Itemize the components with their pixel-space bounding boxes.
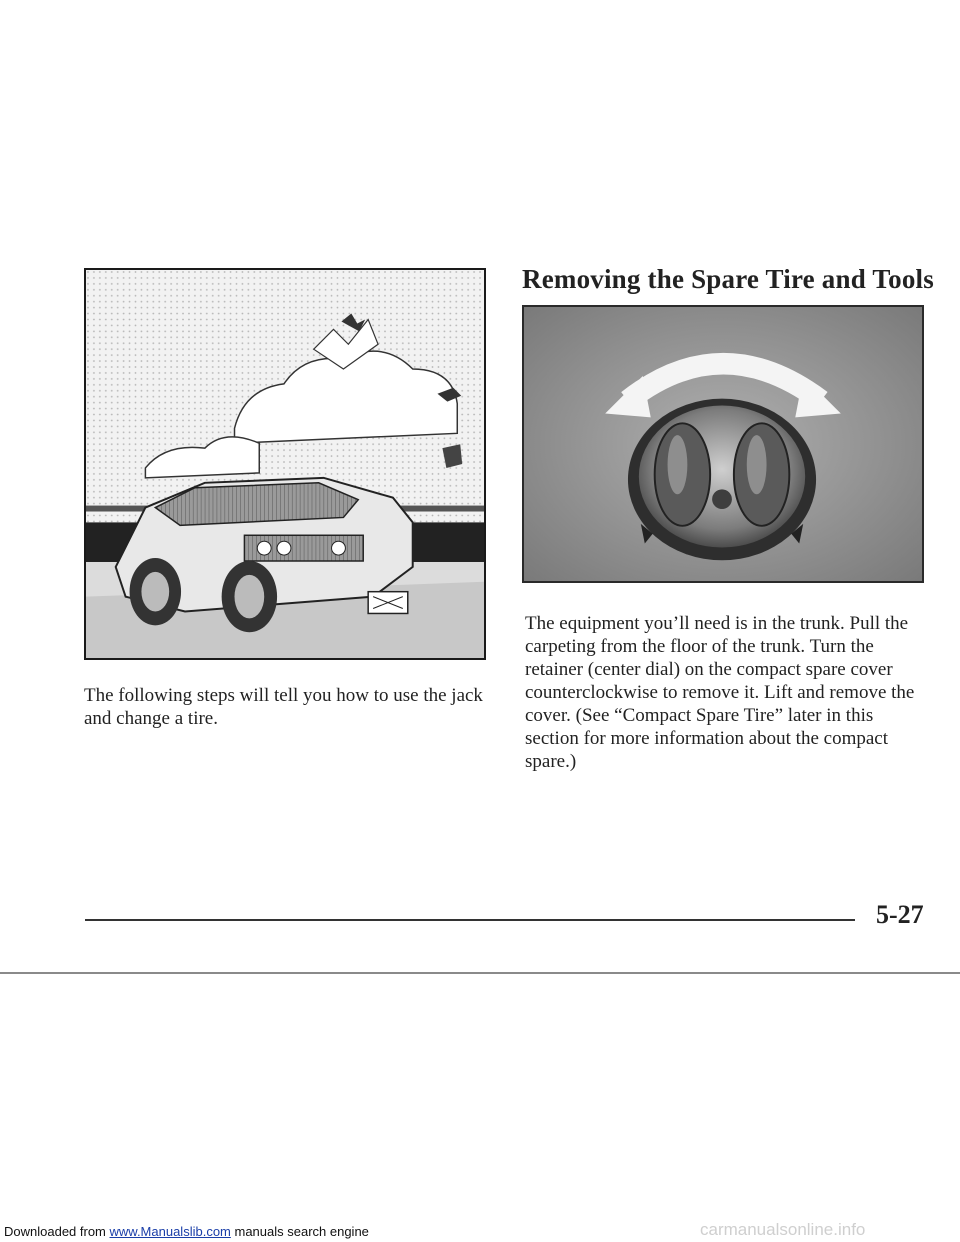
download-footer [4, 1224, 369, 1239]
page-bottom-line [0, 972, 960, 974]
page-number: 5-27 [876, 900, 924, 929]
manualslib-link[interactable]: www.Manualslib.com [109, 1224, 231, 1239]
car-on-jack-illustration [84, 268, 486, 660]
retainer-dial-icon [524, 307, 922, 581]
footer-prefix: Downloaded from [4, 1224, 110, 1239]
instructions-intro-text: The following steps will tell you how to use the jack and change a tire. [84, 685, 483, 729]
footer-divider [85, 919, 855, 921]
car-illustration-icon [86, 270, 484, 658]
footer-suffix: manuals search engine [230, 1224, 369, 1239]
watermark-text: carmanualsonline.info [700, 1220, 866, 1239]
retainer-dial-illustration [522, 305, 924, 583]
spare-tire-removal-text: The equipment you’ll need is in the trunk. Pull the carpeting from the floor of the trunk. Turn the retainer (center dial) on the compact spare cover counterclockwise to remove it. Lift and remove the cover. (See “Compact Spare Tire” later in this section for more information about the compact spare.) [525, 613, 915, 772]
section-heading: Removing the Spare Tire and Tools [522, 264, 934, 294]
